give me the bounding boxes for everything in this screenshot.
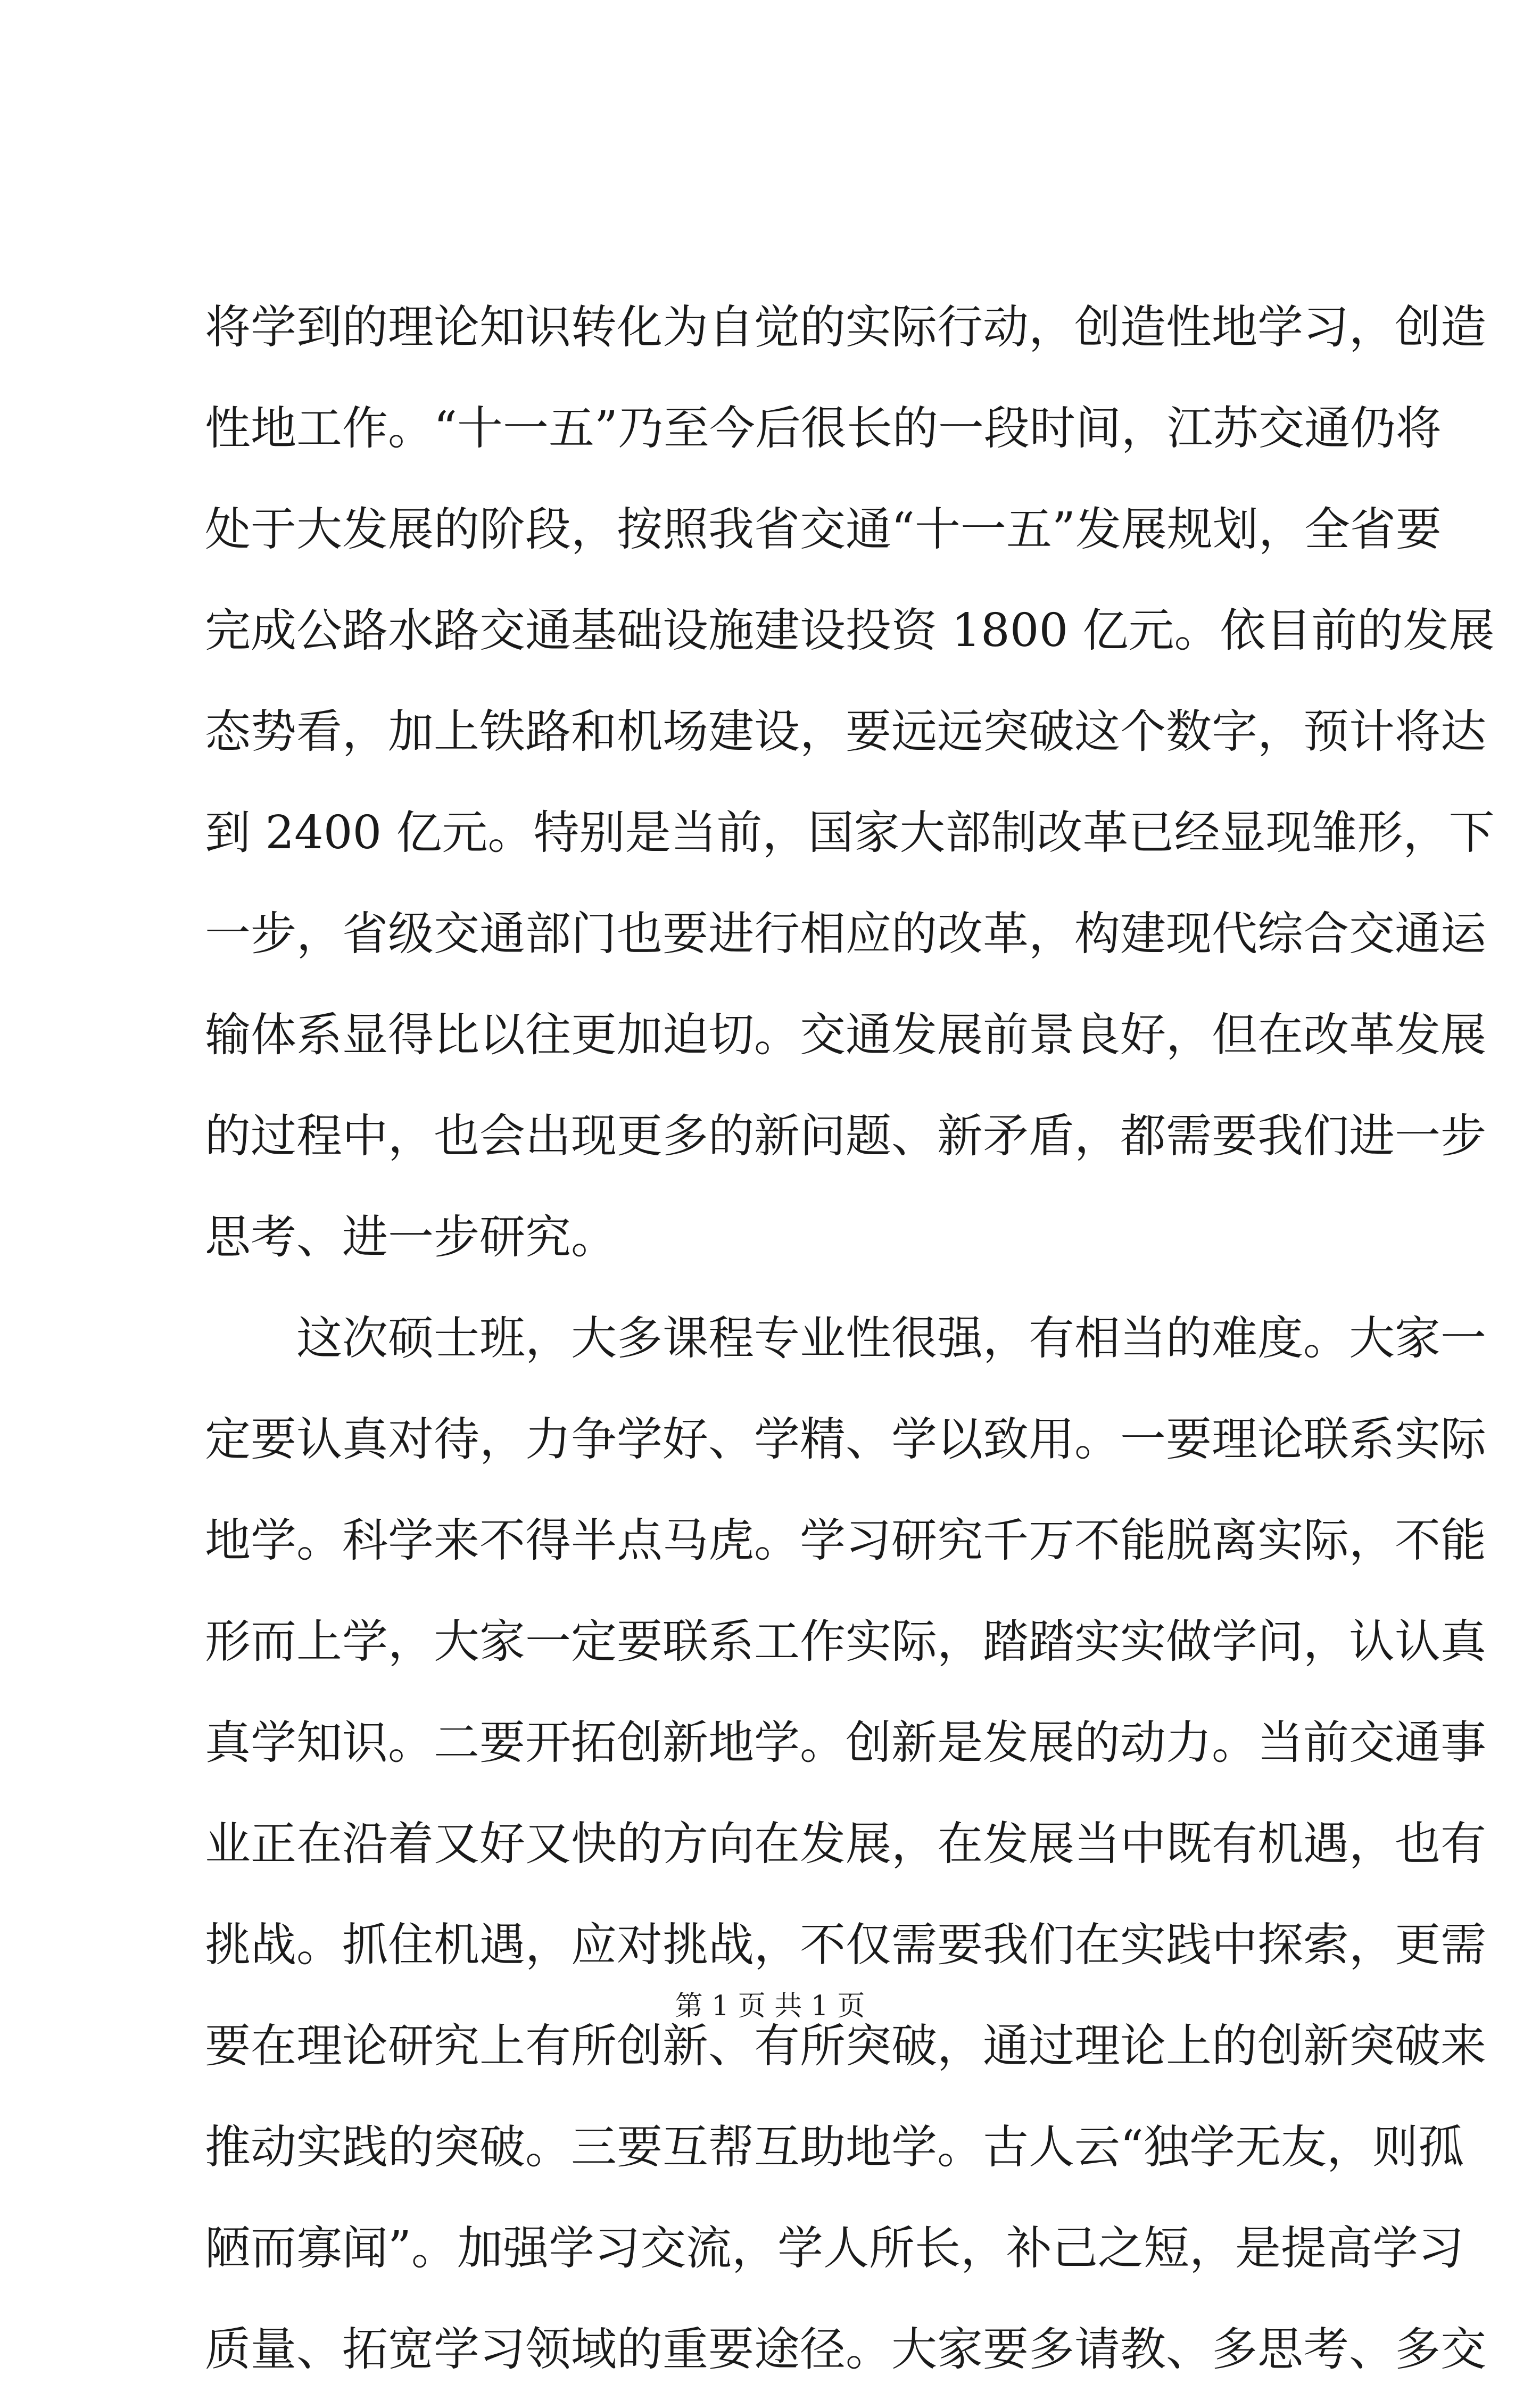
text-line: 真学知识。二要开拓创新地学。创新是发展的动力。当前交通事	[205, 1716, 1486, 1769]
text-line: 要在理论研究上有所创新、有所突破，通过理论上的创新突破来	[205, 2020, 1486, 2073]
text-line: 到 2400 亿元。特别是当前，国家大部制改革已经显现雏形，下	[205, 806, 1495, 859]
text-line: 输体系显得比以往更加迫切。交通发展前景良好，但在改革发展	[205, 1008, 1486, 1062]
text-line: 完成公路水路交通基础设施建设投资 1800 亿元。依目前的发展	[205, 604, 1495, 657]
text-line: 思考、进一步研究。	[205, 1211, 617, 1264]
text-line: 定要认真对待，力争学好、学精、学以致用。一要理论联系实际	[205, 1413, 1486, 1466]
text-line: 处于大发展的阶段，按照我省交通“十一五”发展规划，全省要	[205, 503, 1442, 556]
text-line: 业正在沿着又好又快的方向在发展，在发展当中既有机遇，也有	[205, 1817, 1486, 1871]
text-line: 挑战。抓住机遇，应对挑战，不仅需要我们在实践中探索，更需	[205, 1918, 1486, 1972]
page-number: 第 1 页 共 1 页	[675, 1990, 865, 2022]
text-line: 态势看，加上铁路和机场建设，要远远突破这个数字，预计将达	[205, 705, 1486, 758]
text-line: 一步，省级交通部门也要进行相应的改革，构建现代综合交通运	[205, 907, 1486, 961]
text-line: 陋而寡闻”。加强学习交流，学人所长，补己之短，是提高学习	[205, 2222, 1464, 2275]
text-line: 形而上学，大家一定要联系工作实际，踏踏实实做学问，认认真	[205, 1615, 1486, 1668]
body-text	[205, 277, 1495, 2400]
text-line: 质量、拓宽学习领域的重要途径。大家要多请教、多思考、多交	[205, 2323, 1486, 2376]
text-line: 将学到的理论知识转化为自觉的实际行动，创造性地学习，创造	[205, 301, 1486, 354]
text-line: 推动实践的突破。三要互帮互助地学。古人云“独学无友，则孤	[205, 2121, 1464, 2174]
text-line: 这次硕士班，大多课程专业性很强，有相当的难度。大家一	[205, 1312, 1486, 1365]
text-line: 性地工作。“十一五”乃至今后很长的一段时间，江苏交通仍将	[205, 402, 1442, 455]
text-line: 的过程中，也会出现更多的新问题、新矛盾，都需要我们进一步	[205, 1110, 1486, 1163]
text-line: 地学。科学来不得半点马虎。学习研究千万不能脱离实际，不能	[205, 1514, 1486, 1567]
page-footer	[0, 1988, 1540, 2025]
